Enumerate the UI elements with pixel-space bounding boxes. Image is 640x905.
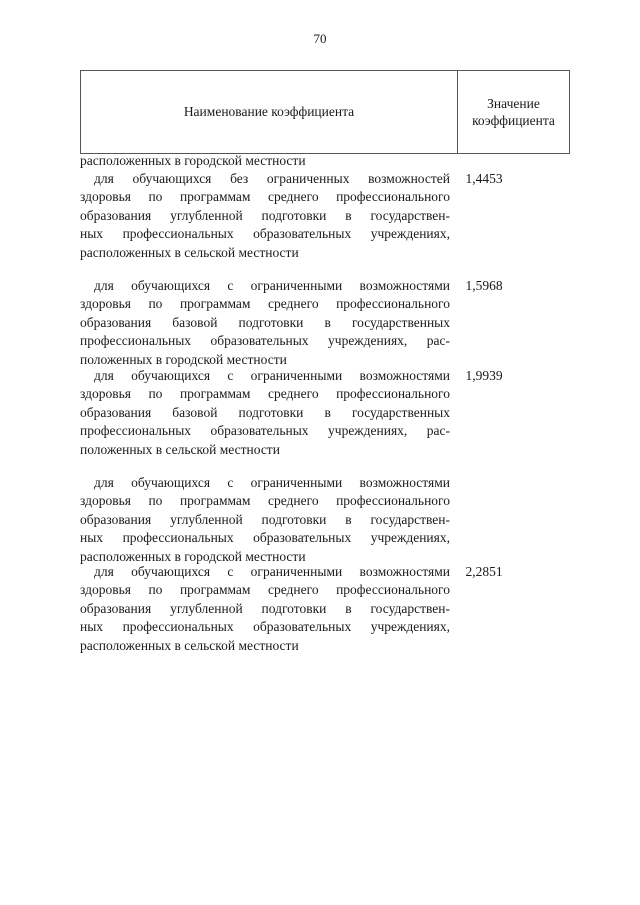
description-line: положенных в сельской местности — [80, 441, 280, 457]
description-line: образования углубленной подготовки в государствен- — [80, 511, 450, 527]
coefficient-description — [80, 152, 450, 170]
header-value-line2: коэффициента — [472, 113, 555, 128]
coefficient-description — [80, 563, 450, 655]
description-line: профессиональных образовательных учреждениях, рас- — [80, 333, 450, 349]
header-value-line1: Значение — [487, 96, 540, 111]
description-line: образования базовой подготовки в государственных — [80, 404, 450, 420]
description-line: для обучающихся с ограниченными возможностями — [94, 368, 450, 383]
description-line: здоровья по программам среднего профессионального — [80, 189, 450, 205]
description-line: расположенных в сельской местности — [80, 637, 299, 653]
description-line: здоровья по программам среднего профессионального — [80, 386, 450, 402]
coefficient-description — [80, 474, 450, 566]
coefficient-description — [80, 367, 450, 459]
coefficient-value: 1,5968 — [465, 278, 503, 293]
coefficient-description — [80, 170, 450, 262]
coefficient-value: 1,4453 — [465, 171, 503, 186]
description-line: здоровья по программам среднего профессионального — [80, 493, 450, 509]
description-line: здоровья по программам среднего профессионального — [80, 582, 450, 598]
description-line: для обучающихся без ограниченных возможностей — [94, 171, 450, 186]
table-row — [80, 277, 570, 369]
coefficient-description — [80, 277, 450, 369]
description-line: профессиональных образовательных учреждениях, рас- — [80, 423, 450, 439]
description-line: ных профессиональных образовательных учреждениях, — [80, 226, 450, 242]
description-line: ных профессиональных образовательных учреждениях, — [80, 619, 450, 635]
header-value-column — [458, 71, 569, 153]
description-line: для обучающихся с ограниченными возможностями — [94, 475, 450, 490]
description-line: образования углубленной подготовки в государствен- — [80, 207, 450, 223]
table-row — [80, 563, 570, 655]
description-line: образования углубленной подготовки в государствен- — [80, 600, 450, 616]
description-line: здоровья по программам среднего профессионального — [80, 296, 450, 312]
table-row — [80, 152, 570, 170]
description-line: расположенных в городской местности — [80, 548, 306, 564]
coefficient-value: 2,2851 — [465, 564, 503, 579]
description-line: положенных в городской местности — [80, 351, 287, 367]
table-header — [80, 70, 570, 154]
page-number: 70 — [313, 31, 327, 46]
description-line: для обучающихся с ограниченными возможностями — [94, 564, 450, 579]
header-name-column: Наименование коэффициента — [81, 71, 458, 153]
table-row — [80, 170, 570, 262]
description-line: расположенных в городской местности — [80, 153, 306, 168]
description-line: ных профессиональных образовательных учреждениях, — [80, 530, 450, 546]
table-row — [80, 367, 570, 459]
description-line: расположенных в сельской местности — [80, 244, 299, 260]
description-line: образования базовой подготовки в государственных — [80, 314, 450, 330]
coefficient-value: 1,9939 — [465, 368, 503, 383]
description-line: для обучающихся с ограниченными возможностями — [94, 278, 450, 293]
table-row — [80, 474, 570, 566]
